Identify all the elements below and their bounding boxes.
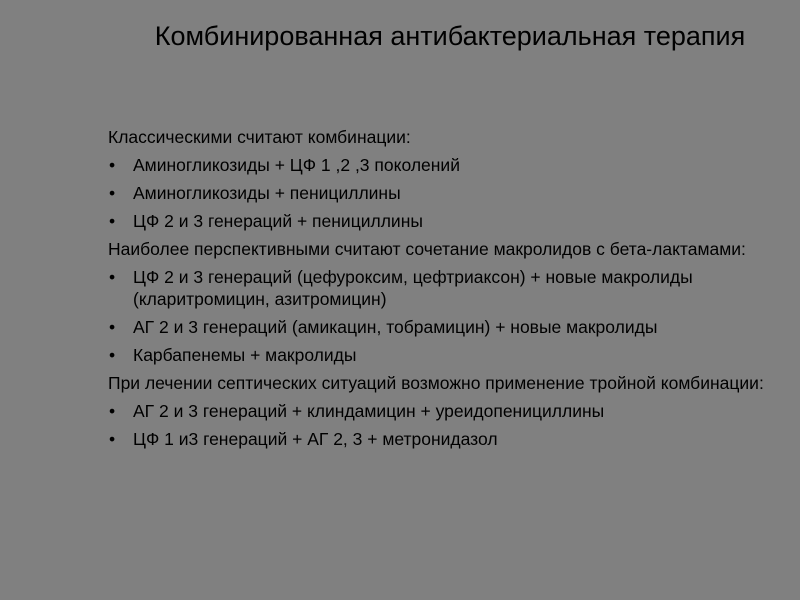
bullet-icon: • <box>109 155 116 175</box>
bullet-icon: • <box>109 345 116 365</box>
list-item <box>108 154 768 176</box>
paragraph-septic <box>108 372 768 394</box>
list-item <box>108 344 768 366</box>
list-item-text: ЦФ 2 и 3 генераций (цефуроксим, цефтриаксон) + новые макролиды (кларитромицин, азитромицин) <box>133 267 693 309</box>
list-item <box>108 400 768 422</box>
paragraph-promising <box>108 238 768 260</box>
slide-body <box>108 126 768 456</box>
list-item <box>108 266 768 310</box>
list-item-text: АГ 2 и 3 генераций + клиндамицин + уреидопенициллины <box>133 401 605 421</box>
list-item-text: Аминогликозиды + ЦФ 1 ,2 ,3 поколений <box>133 155 460 175</box>
paragraph-classic <box>108 126 768 148</box>
bullet-icon: • <box>109 429 116 449</box>
bullet-icon: • <box>109 401 116 421</box>
list-item <box>108 182 768 204</box>
list-item <box>108 210 768 232</box>
bullet-icon: • <box>109 183 116 203</box>
list-item <box>108 428 768 450</box>
paragraph-text: Классическими считают комбинации: <box>108 127 411 147</box>
bullet-icon: • <box>109 317 116 337</box>
bullet-icon: • <box>109 211 116 231</box>
paragraph-text: При лечении септических ситуаций возможно применение тройной комбинации: <box>108 373 764 393</box>
list-item-text: АГ 2 и 3 генераций (амикацин, тобрамицин) + новые макролиды <box>133 317 658 337</box>
paragraph-text: Наиболее перспективными считают сочетание макролидов с бета-лактамами: <box>108 239 746 259</box>
slide-title: Комбинированная антибактериальная терапия <box>154 21 746 51</box>
list-item-text: Карбапенемы + макролиды <box>133 345 357 365</box>
bullet-icon: • <box>109 267 116 287</box>
list-item-text: ЦФ 2 и 3 генераций + пенициллины <box>133 211 423 231</box>
list-item-text: Аминогликозиды + пенициллины <box>133 183 401 203</box>
list-item <box>108 316 768 338</box>
list-item-text: ЦФ 1 и3 генераций + АГ 2, 3 + метронидазол <box>133 429 498 449</box>
